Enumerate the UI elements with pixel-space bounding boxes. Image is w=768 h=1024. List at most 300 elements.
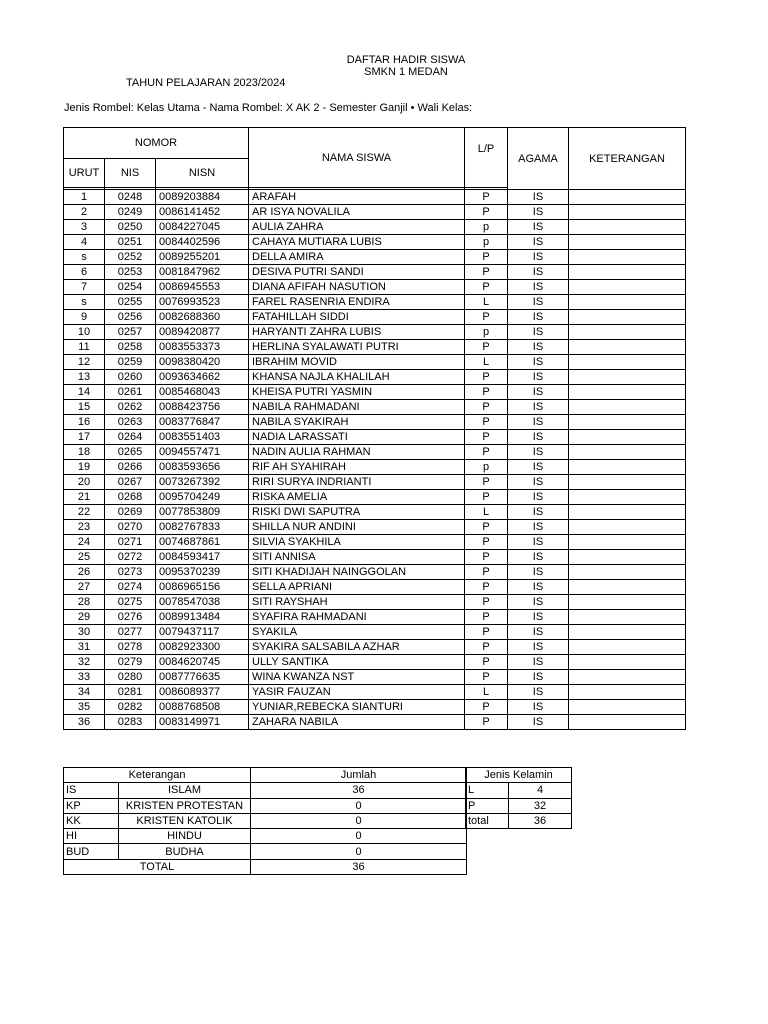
summary-count: 36 bbox=[251, 783, 467, 798]
cell-agama: IS bbox=[508, 505, 569, 520]
gender-header: Jenis Kelamin bbox=[466, 768, 572, 783]
gender-label: P bbox=[466, 798, 509, 813]
cell-nis: 0261 bbox=[105, 385, 156, 400]
cell-nis: 0277 bbox=[105, 625, 156, 640]
cell-nama-siswa: WINA KWANZA NST bbox=[249, 670, 465, 685]
cell-keterangan bbox=[569, 445, 686, 460]
cell-lp: P bbox=[465, 715, 508, 730]
summary-code: KK bbox=[64, 813, 119, 828]
cell-lp: P bbox=[465, 550, 508, 565]
cell-nama-siswa: HARYANTI ZAHRA LUBIS bbox=[249, 325, 465, 340]
cell-nis: 0248 bbox=[105, 190, 156, 205]
cell-lp: p bbox=[465, 220, 508, 235]
cell-nis: 0281 bbox=[105, 685, 156, 700]
cell-nisn: 0073267392 bbox=[156, 475, 249, 490]
cell-nis: 0262 bbox=[105, 400, 156, 415]
cell-nisn: 0089255201 bbox=[156, 250, 249, 265]
cell-nis: 0267 bbox=[105, 475, 156, 490]
cell-keterangan bbox=[569, 595, 686, 610]
cell-agama: IS bbox=[508, 670, 569, 685]
cell-lp: P bbox=[465, 535, 508, 550]
cell-nisn: 0087776635 bbox=[156, 670, 249, 685]
cell-nisn: 0082767833 bbox=[156, 520, 249, 535]
cell-lp: P bbox=[465, 700, 508, 715]
cell-nama-siswa: SITI KHADIJAH NAINGGOLAN bbox=[249, 565, 465, 580]
cell-urut: 7 bbox=[64, 280, 105, 295]
cell-urut: 16 bbox=[64, 415, 105, 430]
cell-agama: IS bbox=[508, 625, 569, 640]
cell-keterangan bbox=[569, 640, 686, 655]
summary-header-jumlah: Jumlah bbox=[251, 768, 467, 783]
cell-nisn: 0098380420 bbox=[156, 355, 249, 370]
cell-agama: IS bbox=[508, 655, 569, 670]
cell-lp: P bbox=[465, 370, 508, 385]
cell-lp: P bbox=[465, 265, 508, 280]
gender-row bbox=[466, 783, 572, 798]
cell-nama-siswa: AULIA ZAHRA bbox=[249, 220, 465, 235]
cell-nisn: 0076993523 bbox=[156, 295, 249, 310]
cell-nama-siswa: DIANA AFIFAH NASUTION bbox=[249, 280, 465, 295]
cell-agama: IS bbox=[508, 445, 569, 460]
cell-nis: 0273 bbox=[105, 565, 156, 580]
cell-urut: 15 bbox=[64, 400, 105, 415]
cell-agama: IS bbox=[508, 520, 569, 535]
cell-nisn: 0083553373 bbox=[156, 340, 249, 355]
cell-nisn: 0089913484 bbox=[156, 610, 249, 625]
cell-nama-siswa: ARAFAH bbox=[249, 190, 465, 205]
cell-keterangan bbox=[569, 685, 686, 700]
gender-row bbox=[466, 798, 572, 813]
cell-agama: IS bbox=[508, 475, 569, 490]
cell-urut: 13 bbox=[64, 370, 105, 385]
cell-lp: P bbox=[465, 415, 508, 430]
header-nama-siswa: NAMA SISWA bbox=[249, 128, 465, 188]
student-row bbox=[64, 580, 686, 595]
student-row bbox=[64, 430, 686, 445]
cell-agama: IS bbox=[508, 295, 569, 310]
student-row bbox=[64, 325, 686, 340]
summary-header-row bbox=[64, 768, 467, 783]
cell-lp: P bbox=[465, 565, 508, 580]
cell-agama: IS bbox=[508, 565, 569, 580]
cell-nama-siswa: AR ISYA NOVALILA bbox=[249, 205, 465, 220]
student-row bbox=[64, 535, 686, 550]
cell-urut: 3 bbox=[64, 220, 105, 235]
cell-lp: L bbox=[465, 685, 508, 700]
cell-nisn: 0086945553 bbox=[156, 280, 249, 295]
summary-row bbox=[64, 783, 467, 798]
cell-nisn: 0085468043 bbox=[156, 385, 249, 400]
cell-agama: IS bbox=[508, 610, 569, 625]
cell-keterangan bbox=[569, 280, 686, 295]
cell-nama-siswa: ULLY SANTIKA bbox=[249, 655, 465, 670]
cell-keterangan bbox=[569, 295, 686, 310]
cell-nisn: 0086141452 bbox=[156, 205, 249, 220]
student-row bbox=[64, 370, 686, 385]
cell-agama: IS bbox=[508, 250, 569, 265]
cell-nis: 0265 bbox=[105, 445, 156, 460]
cell-urut: 25 bbox=[64, 550, 105, 565]
cell-urut: 18 bbox=[64, 445, 105, 460]
student-row bbox=[64, 400, 686, 415]
cell-nis: 0270 bbox=[105, 520, 156, 535]
cell-nisn: 0083551403 bbox=[156, 430, 249, 445]
cell-nama-siswa: SILVIA SYAKHILA bbox=[249, 535, 465, 550]
cell-nama-siswa: SITI RAYSHAH bbox=[249, 595, 465, 610]
cell-urut: 32 bbox=[64, 655, 105, 670]
summary-code: IS bbox=[64, 783, 119, 798]
cell-nisn: 0088423756 bbox=[156, 400, 249, 415]
header-row bbox=[64, 128, 686, 159]
cell-nis: 0280 bbox=[105, 670, 156, 685]
summary-code: BUD bbox=[64, 844, 119, 859]
cell-keterangan bbox=[569, 310, 686, 325]
summary-count: 0 bbox=[251, 798, 467, 813]
cell-keterangan bbox=[569, 250, 686, 265]
cell-lp: P bbox=[465, 445, 508, 460]
cell-keterangan bbox=[569, 505, 686, 520]
cell-nisn: 0079437117 bbox=[156, 625, 249, 640]
cell-nis: 0263 bbox=[105, 415, 156, 430]
cell-lp: P bbox=[465, 670, 508, 685]
cell-nama-siswa: RIRI SURYA INDRIANTI bbox=[249, 475, 465, 490]
cell-agama: IS bbox=[508, 550, 569, 565]
cell-nama-siswa: YUNIAR,REBECKA SIANTURI bbox=[249, 700, 465, 715]
cell-nis: 0271 bbox=[105, 535, 156, 550]
cell-agama: IS bbox=[508, 490, 569, 505]
cell-lp: P bbox=[465, 205, 508, 220]
cell-agama: IS bbox=[508, 235, 569, 250]
cell-nisn: 0084227045 bbox=[156, 220, 249, 235]
student-row bbox=[64, 625, 686, 640]
cell-nis: 0274 bbox=[105, 580, 156, 595]
cell-agama: IS bbox=[508, 535, 569, 550]
summary-code: HI bbox=[64, 829, 119, 844]
student-row bbox=[64, 460, 686, 475]
cell-agama: IS bbox=[508, 430, 569, 445]
summary-religion-name: KRISTEN PROTESTAN bbox=[119, 798, 251, 813]
cell-keterangan bbox=[569, 520, 686, 535]
cell-agama: IS bbox=[508, 685, 569, 700]
cell-urut: 20 bbox=[64, 475, 105, 490]
cell-nisn: 0086089377 bbox=[156, 685, 249, 700]
cell-nisn: 0077853809 bbox=[156, 505, 249, 520]
cell-nis: 0283 bbox=[105, 715, 156, 730]
cell-lp: P bbox=[465, 385, 508, 400]
cell-nisn: 0095704249 bbox=[156, 490, 249, 505]
cell-nisn: 0082923300 bbox=[156, 640, 249, 655]
cell-urut: 11 bbox=[64, 340, 105, 355]
gender-header-row bbox=[466, 768, 572, 783]
cell-lp: P bbox=[465, 625, 508, 640]
cell-agama: IS bbox=[508, 340, 569, 355]
student-row bbox=[64, 280, 686, 295]
cell-nama-siswa: YASIR FAUZAN bbox=[249, 685, 465, 700]
gender-summary-table bbox=[465, 767, 572, 829]
student-row bbox=[64, 700, 686, 715]
cell-keterangan bbox=[569, 370, 686, 385]
cell-keterangan bbox=[569, 580, 686, 595]
cell-nisn: 0081847962 bbox=[156, 265, 249, 280]
cell-nis: 0255 bbox=[105, 295, 156, 310]
cell-lp: P bbox=[465, 190, 508, 205]
cell-lp: L bbox=[465, 295, 508, 310]
cell-nis: 0282 bbox=[105, 700, 156, 715]
cell-nisn: 0084402596 bbox=[156, 235, 249, 250]
cell-agama: IS bbox=[508, 415, 569, 430]
cell-agama: IS bbox=[508, 370, 569, 385]
summary-total-value: 36 bbox=[251, 859, 467, 874]
student-row bbox=[64, 190, 686, 205]
header-nisn: NISN bbox=[156, 159, 249, 188]
cell-nama-siswa: NADIA LARASSATI bbox=[249, 430, 465, 445]
cell-urut: s bbox=[64, 250, 105, 265]
cell-agama: IS bbox=[508, 580, 569, 595]
summary-row bbox=[64, 844, 467, 859]
gender-count: 4 bbox=[509, 783, 572, 798]
cell-nama-siswa: NABILA RAHMADANI bbox=[249, 400, 465, 415]
cell-keterangan bbox=[569, 190, 686, 205]
cell-lp: P bbox=[465, 430, 508, 445]
summary-religion-name: HINDU bbox=[119, 829, 251, 844]
student-row bbox=[64, 340, 686, 355]
cell-nama-siswa: RIF AH SYAHIRAH bbox=[249, 460, 465, 475]
cell-agama: IS bbox=[508, 400, 569, 415]
gender-label: total bbox=[466, 813, 509, 828]
student-row bbox=[64, 415, 686, 430]
cell-urut: 27 bbox=[64, 580, 105, 595]
cell-nis: 0269 bbox=[105, 505, 156, 520]
academic-year: TAHUN PELAJARAN 2023/2024 bbox=[126, 77, 286, 89]
cell-nis: 0266 bbox=[105, 460, 156, 475]
summary-religion-name: KRISTEN KATOLIK bbox=[119, 813, 251, 828]
cell-keterangan bbox=[569, 325, 686, 340]
cell-nis: 0275 bbox=[105, 595, 156, 610]
cell-urut: 4 bbox=[64, 235, 105, 250]
cell-keterangan bbox=[569, 220, 686, 235]
student-row bbox=[64, 205, 686, 220]
student-row bbox=[64, 445, 686, 460]
student-row bbox=[64, 265, 686, 280]
summary-count: 0 bbox=[251, 829, 467, 844]
cell-keterangan bbox=[569, 205, 686, 220]
cell-urut: 35 bbox=[64, 700, 105, 715]
summary-religion-name: ISLAM bbox=[119, 783, 251, 798]
cell-nama-siswa: NADIN AULIA RAHMAN bbox=[249, 445, 465, 460]
cell-nisn: 0089203884 bbox=[156, 190, 249, 205]
cell-nis: 0256 bbox=[105, 310, 156, 325]
cell-keterangan bbox=[569, 235, 686, 250]
cell-keterangan bbox=[569, 460, 686, 475]
cell-nis: 0253 bbox=[105, 265, 156, 280]
cell-nis: 0272 bbox=[105, 550, 156, 565]
cell-lp: P bbox=[465, 655, 508, 670]
cell-nama-siswa: SYAKIRA SALSABILA AZHAR bbox=[249, 640, 465, 655]
class-info: Jenis Rombel: Kelas Utama - Nama Rombel: X AK 2 - Semester Ganjil • Wali Kelas: bbox=[64, 102, 473, 114]
cell-nisn: 0084620745 bbox=[156, 655, 249, 670]
cell-urut: 28 bbox=[64, 595, 105, 610]
cell-keterangan bbox=[569, 535, 686, 550]
cell-agama: IS bbox=[508, 385, 569, 400]
cell-agama: IS bbox=[508, 700, 569, 715]
cell-lp: P bbox=[465, 280, 508, 295]
cell-nama-siswa: FAREL RASENRIA ENDIRA bbox=[249, 295, 465, 310]
cell-nis: 0268 bbox=[105, 490, 156, 505]
cell-urut: 10 bbox=[64, 325, 105, 340]
student-row bbox=[64, 715, 686, 730]
student-row bbox=[64, 295, 686, 310]
cell-lp: P bbox=[465, 580, 508, 595]
student-row bbox=[64, 250, 686, 265]
student-row bbox=[64, 670, 686, 685]
cell-urut: 36 bbox=[64, 715, 105, 730]
cell-keterangan bbox=[569, 670, 686, 685]
cell-nis: 0260 bbox=[105, 370, 156, 385]
student-row bbox=[64, 490, 686, 505]
summary-row bbox=[64, 798, 467, 813]
cell-nisn: 0083593656 bbox=[156, 460, 249, 475]
cell-urut: 12 bbox=[64, 355, 105, 370]
cell-nama-siswa: SITI ANNISA bbox=[249, 550, 465, 565]
cell-urut: 19 bbox=[64, 460, 105, 475]
cell-agama: IS bbox=[508, 310, 569, 325]
student-row bbox=[64, 235, 686, 250]
cell-keterangan bbox=[569, 355, 686, 370]
cell-urut: 24 bbox=[64, 535, 105, 550]
cell-nama-siswa: SYAKILA bbox=[249, 625, 465, 640]
cell-keterangan bbox=[569, 700, 686, 715]
cell-lp: P bbox=[465, 400, 508, 415]
attendance-table bbox=[63, 127, 686, 730]
cell-keterangan bbox=[569, 565, 686, 580]
cell-urut: 17 bbox=[64, 430, 105, 445]
cell-keterangan bbox=[569, 625, 686, 640]
cell-nama-siswa: KHEISA PUTRI YASMIN bbox=[249, 385, 465, 400]
cell-keterangan bbox=[569, 610, 686, 625]
cell-nama-siswa: SELLA APRIANI bbox=[249, 580, 465, 595]
student-row bbox=[64, 355, 686, 370]
student-row bbox=[64, 595, 686, 610]
cell-urut: 2 bbox=[64, 205, 105, 220]
cell-nis: 0259 bbox=[105, 355, 156, 370]
cell-lp: P bbox=[465, 640, 508, 655]
cell-nisn: 0093634662 bbox=[156, 370, 249, 385]
cell-agama: IS bbox=[508, 595, 569, 610]
cell-nisn: 0083776847 bbox=[156, 415, 249, 430]
cell-nama-siswa: RISKI DWI SAPUTRA bbox=[249, 505, 465, 520]
cell-nis: 0249 bbox=[105, 205, 156, 220]
cell-nisn: 0089420877 bbox=[156, 325, 249, 340]
cell-nama-siswa: CAHAYA MUTIARA LUBIS bbox=[249, 235, 465, 250]
student-row bbox=[64, 475, 686, 490]
cell-agama: IS bbox=[508, 325, 569, 340]
cell-nis: 0252 bbox=[105, 250, 156, 265]
cell-nis: 0279 bbox=[105, 655, 156, 670]
summary-religion-name: BUDHA bbox=[119, 844, 251, 859]
cell-nama-siswa: RISKA AMELIA bbox=[249, 490, 465, 505]
student-row bbox=[64, 385, 686, 400]
cell-keterangan bbox=[569, 475, 686, 490]
cell-agama: IS bbox=[508, 355, 569, 370]
cell-urut: 23 bbox=[64, 520, 105, 535]
gender-count: 32 bbox=[509, 798, 572, 813]
summary-code: KP bbox=[64, 798, 119, 813]
student-row bbox=[64, 310, 686, 325]
cell-urut: 9 bbox=[64, 310, 105, 325]
cell-nama-siswa: ZAHARA NABILA bbox=[249, 715, 465, 730]
cell-lp: P bbox=[465, 310, 508, 325]
header-nis: NIS bbox=[105, 159, 156, 188]
cell-nis: 0250 bbox=[105, 220, 156, 235]
cell-urut: 14 bbox=[64, 385, 105, 400]
cell-nisn: 0074687861 bbox=[156, 535, 249, 550]
student-row bbox=[64, 655, 686, 670]
student-row bbox=[64, 520, 686, 535]
cell-nama-siswa: IBRAHIM MOVID bbox=[249, 355, 465, 370]
cell-nama-siswa: HERLINA SYALAWATI PUTRI bbox=[249, 340, 465, 355]
cell-agama: IS bbox=[508, 640, 569, 655]
gender-label: L bbox=[466, 783, 509, 798]
cell-urut: 21 bbox=[64, 490, 105, 505]
cell-agama: IS bbox=[508, 190, 569, 205]
cell-lp: P bbox=[465, 520, 508, 535]
document-title: DAFTAR HADIR SISWA bbox=[346, 54, 466, 66]
cell-nama-siswa: NABILA SYAKIRAH bbox=[249, 415, 465, 430]
summary-row bbox=[64, 813, 467, 828]
cell-nis: 0264 bbox=[105, 430, 156, 445]
cell-keterangan bbox=[569, 655, 686, 670]
cell-nis: 0278 bbox=[105, 640, 156, 655]
summary-total-row bbox=[64, 859, 467, 874]
cell-lp: P bbox=[465, 490, 508, 505]
cell-keterangan bbox=[569, 415, 686, 430]
summary-row bbox=[64, 829, 467, 844]
cell-nisn: 0088768508 bbox=[156, 700, 249, 715]
cell-nis: 0257 bbox=[105, 325, 156, 340]
student-row bbox=[64, 550, 686, 565]
cell-nisn: 0083149971 bbox=[156, 715, 249, 730]
cell-agama: IS bbox=[508, 715, 569, 730]
cell-agama: IS bbox=[508, 265, 569, 280]
cell-keterangan bbox=[569, 550, 686, 565]
summary-header-keterangan: Keterangan bbox=[64, 768, 251, 783]
cell-keterangan bbox=[569, 400, 686, 415]
header-urut: URUT bbox=[64, 159, 105, 188]
cell-agama: IS bbox=[508, 280, 569, 295]
cell-nisn: 0082688360 bbox=[156, 310, 249, 325]
gender-count: 36 bbox=[509, 813, 572, 828]
cell-keterangan bbox=[569, 265, 686, 280]
cell-keterangan bbox=[569, 340, 686, 355]
summary-count: 0 bbox=[251, 844, 467, 859]
cell-keterangan bbox=[569, 430, 686, 445]
cell-nama-siswa: SHILLA NUR ANDINI bbox=[249, 520, 465, 535]
gender-row bbox=[466, 813, 572, 828]
cell-agama: IS bbox=[508, 460, 569, 475]
cell-urut: 22 bbox=[64, 505, 105, 520]
student-row bbox=[64, 640, 686, 655]
cell-nis: 0258 bbox=[105, 340, 156, 355]
summary-total-label: TOTAL bbox=[64, 859, 251, 874]
cell-nis: 0276 bbox=[105, 610, 156, 625]
cell-urut: 34 bbox=[64, 685, 105, 700]
cell-urut: 30 bbox=[64, 625, 105, 640]
cell-nama-siswa: DESIVA PUTRI SANDI bbox=[249, 265, 465, 280]
cell-urut: 29 bbox=[64, 610, 105, 625]
cell-nis: 0254 bbox=[105, 280, 156, 295]
student-row bbox=[64, 220, 686, 235]
cell-lp: P bbox=[465, 340, 508, 355]
